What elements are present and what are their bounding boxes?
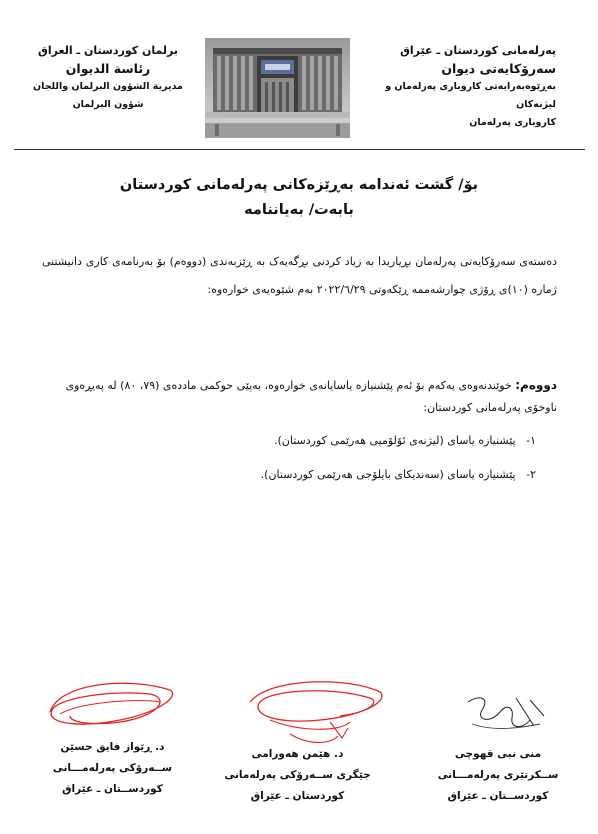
signature-block-deputy (210, 744, 385, 807)
header-arabic-line1: برلمان كوردستان ـ العراق (38, 44, 178, 57)
list-item (56, 434, 536, 447)
header-kurdish (356, 42, 556, 132)
list-item-text: پێشنیازە یاسای (سەندیکای بایلۆجی هەرێمی کوردستان). (260, 468, 516, 481)
header-kurdish-line3: بەڕێوەبەرایەتی کاروباری پەرلەمان و لیژنەکان (385, 81, 556, 110)
header-kurdish-line4: کاروباری پەرلەمان (469, 117, 556, 128)
list-item (56, 468, 536, 481)
intro-paragraph: دەستەی سەرۆکایەتی پەرلەمان بڕیاریدا بە زیاد کردنی بڕگەیەک بە ڕێزبەندی (دووەم) بۆ بەرنامەی کاری دانیشتنی ژمارە (١٠)ی ڕۆژی چوارشەممە ڕێکەوتی ٢٠٢٢/٦/٢٩ بەم شێوەیەی خوارەوە: (42, 255, 557, 296)
signatory-name: د. ڕێواز فایق حسێن (60, 741, 165, 753)
signatory-role: ســکرتێری پەرلەمـــانی (437, 769, 559, 781)
signatory-name: د. هێمن هەورامی (251, 748, 344, 760)
header-arabic (28, 42, 188, 114)
section-text: خوێندنەوەی یەکەم بۆ ئەم پێشنیازە یاسایانەی خوارەوە، بەپێی حوکمی ماددەی (٧٩، ٨٠) لە پەیڕەوی ناوخۆی پەرلەمانی کوردستان: (65, 379, 557, 414)
list-item-text: پێشنیازە یاسای (لیژنەی ئۆلۆمپی هەرێمی کوردستان). (274, 434, 516, 447)
signature-block-secretary (418, 744, 578, 807)
signature-mark-center (230, 672, 390, 752)
signatory-place: کوردســتان ـ عێراق (62, 783, 163, 795)
section-second (42, 374, 557, 419)
signature-mark-left (40, 672, 180, 742)
signatory-place: کوردســتان ـ عێراق (447, 790, 549, 802)
subject-line: بابەت/ بەیاننامە (244, 202, 354, 218)
header-arabic-line2: رئاسة الديوان (65, 61, 151, 76)
header-divider (14, 149, 585, 150)
addressee-line: بۆ/ گشت ئەندامە بەڕێزەکانی پەرلەمانی کوردستان (119, 177, 479, 193)
signatory-role: ســەرۆکی پەرلەمـــانی (52, 762, 173, 774)
signature-block-speaker (30, 737, 195, 800)
signatory-role: جێگری ســەرۆکی پەرلەمانی (224, 769, 371, 781)
header-kurdish-line2: سەرۆکایەتی دیوان (441, 61, 556, 76)
section-label: دووەم: (515, 378, 557, 392)
header-arabic-line3: مديرية الشؤون البرلمان واللجان (33, 81, 183, 92)
parliament-building-logo (205, 38, 350, 138)
list-item-number: ٢- (526, 468, 536, 481)
signatory-place: کوردستان ـ عێراق (250, 790, 345, 802)
signatory-name: منى نبی قهوچی (454, 748, 542, 760)
header-kurdish-line1: پەرلەمانی کوردستان ـ عێراق (400, 44, 556, 57)
signature-mark-right (460, 690, 550, 740)
header-arabic-line4: شؤون البرلمان (72, 99, 144, 110)
list-item-number: ١- (526, 434, 536, 447)
